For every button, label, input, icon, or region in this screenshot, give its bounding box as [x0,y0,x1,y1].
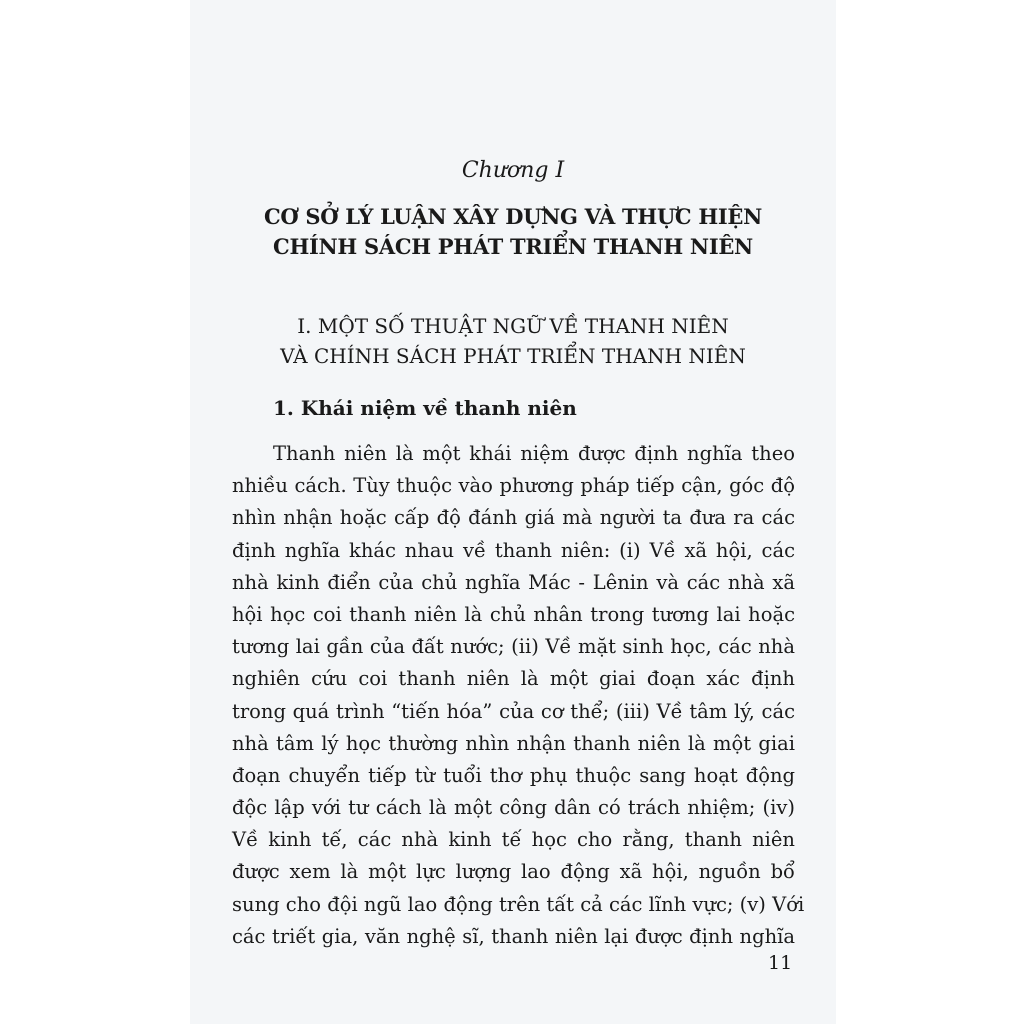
section-heading-line-1: I. MỘT SỐ THUẬT NGỮ VỀ THANH NIÊN [297,314,729,338]
text-line: nghiên cứu coi thanh niên là một giai đoạn xác định [232,667,795,691]
chapter-label: Chương I [461,158,565,183]
body-paragraph [232,438,805,953]
text-line: định nghĩa khác nhau về thanh niên: (i) Về xã hội, các [232,538,795,562]
section-heading-line-2: VÀ CHÍNH SÁCH PHÁT TRIỂN THANH NIÊN [280,344,746,368]
text-line: được xem là một lực lượng lao động xã hội, nguồn bổ [232,860,795,884]
text-line: Thanh niên là một khái niệm được định nghĩa theo [273,442,795,465]
text-line: độc lập với tư cách là một công dân có trách nhiệm; (iv) [232,796,795,820]
text-line: nhìn nhận hoặc cấp độ đánh giá mà người ta đưa ra các [232,506,795,530]
page-number: 11 [768,952,793,974]
text-line: tương lai gần của đất nước; (ii) Về mặt sinh học, các nhà [232,635,795,659]
text-line: sung cho đội ngũ lao động trên tất cả các lĩnh vực; (v) Với [232,892,805,916]
chapter-title-line-2: CHÍNH SÁCH PHÁT TRIỂN THANH NIÊN [273,234,753,259]
text-line: nhà kinh điển của chủ nghĩa Mác - Lênin và các nhà xã [232,570,795,594]
text-line: nhiều cách. Tùy thuộc vào phương pháp tiếp cận, góc độ [232,474,795,498]
text-line: hội học coi thanh niên là chủ nhân trong tương lai hoặc [232,602,795,626]
subsection-heading: 1. Khái niệm về thanh niên [273,396,577,420]
chapter-title-line-1: CƠ SỞ LÝ LUẬN XÂY DỰNG VÀ THỰC HIỆN [263,204,763,229]
text-line: nhà tâm lý học thường nhìn nhận thanh niên là một giai [232,731,795,755]
book-page [190,0,836,1024]
text-line: đoạn chuyển tiếp từ tuổi thơ phụ thuộc sang hoạt động [232,763,795,787]
text-line: Về kinh tế, các nhà kinh tế học cho rằng, thanh niên [232,828,795,852]
text-line: các triết gia, văn nghệ sĩ, thanh niên lại được định nghĩa [232,924,795,948]
text-line: trong quá trình “tiến hóa” của cơ thể; (iii) Về tâm lý, các [232,699,795,723]
